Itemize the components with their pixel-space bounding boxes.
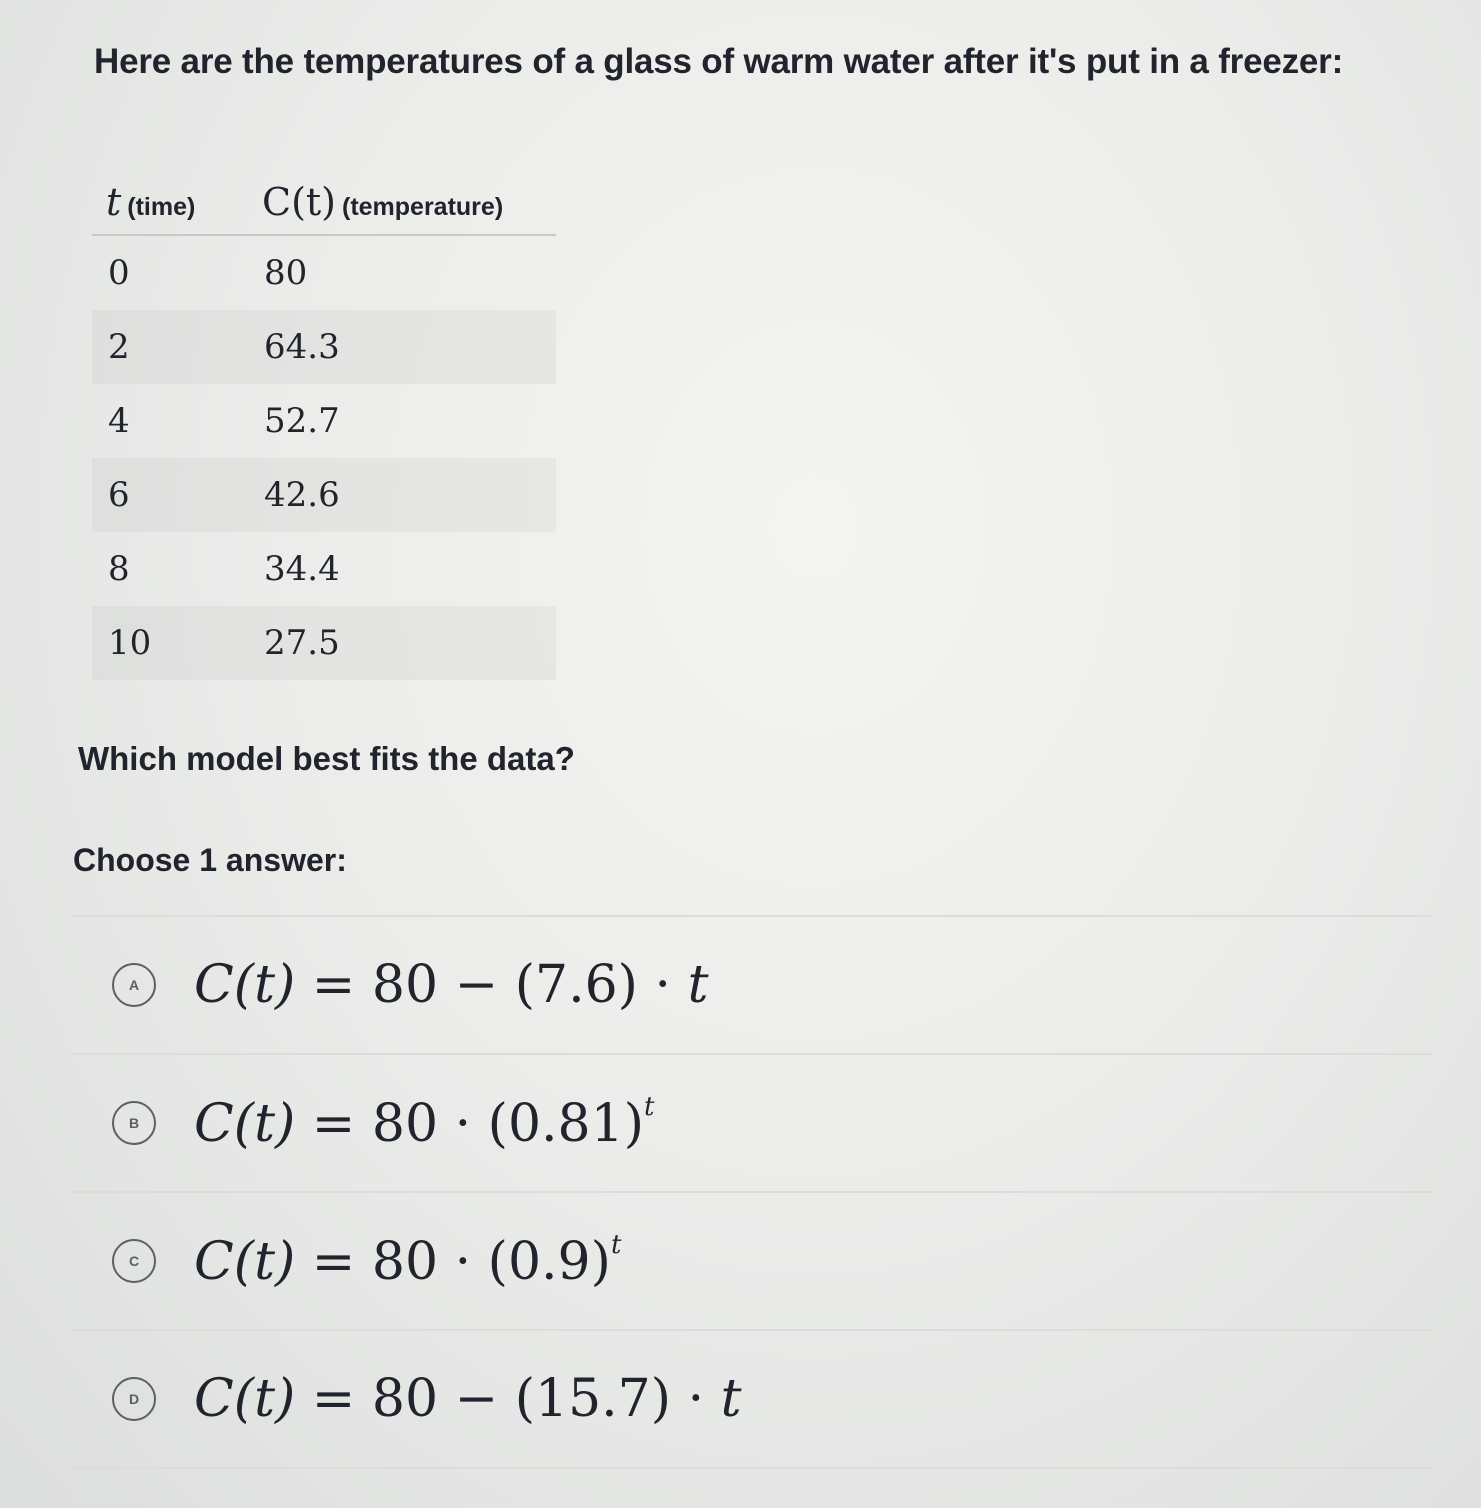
header-time-var: t xyxy=(106,180,122,224)
header-time xyxy=(92,168,248,235)
table-row xyxy=(92,606,556,680)
answer-option-b[interactable] xyxy=(72,1055,1432,1193)
cell-time: 0 xyxy=(108,253,130,293)
header-temperature xyxy=(248,168,556,235)
option-a-radio[interactable]: A xyxy=(112,963,156,1007)
cell-temperature: 34.4 xyxy=(264,549,340,589)
table-row xyxy=(92,235,556,310)
option-d-radio[interactable]: D xyxy=(112,1377,156,1421)
option-c-formula: $C(t) = 80 \cdot (0.9)^t$ xyxy=(194,1230,622,1292)
answer-option-c[interactable] xyxy=(72,1193,1432,1331)
option-b-formula: $C(t) = 80 \cdot (0.81)^t$ xyxy=(194,1092,655,1154)
table-row xyxy=(92,458,556,532)
cell-temperature: 42.6 xyxy=(248,458,556,532)
cell-time: 2 xyxy=(92,310,248,384)
cell-time: 6 xyxy=(92,458,248,532)
option-d-formula: C(t) = 80 − (15.7) · t xyxy=(194,1369,742,1429)
header-time-label: (time) xyxy=(127,193,196,221)
cell-time: 10 xyxy=(92,606,248,680)
cell-temperature: 52.7 xyxy=(264,401,340,441)
option-c-radio[interactable]: C xyxy=(112,1239,156,1283)
header-temperature-var: C(t) xyxy=(262,180,336,224)
question-prompt: Here are the temperatures of a glass of warm water after it's put in a freezer: xyxy=(94,42,1344,81)
cell-temperature: 64.3 xyxy=(248,310,556,384)
header-temperature-label: (temperature) xyxy=(342,193,504,221)
cell-time: 8 xyxy=(108,549,130,589)
table-row xyxy=(92,310,556,384)
cell-time: 4 xyxy=(108,401,130,441)
table-header-row xyxy=(92,168,556,235)
answer-option-d[interactable] xyxy=(72,1331,1432,1469)
cell-temperature: 80 xyxy=(264,253,308,293)
cell-temperature: 27.5 xyxy=(248,606,556,680)
answer-option-a[interactable] xyxy=(72,917,1432,1055)
temperature-table xyxy=(92,168,556,680)
table-row xyxy=(92,384,556,458)
option-a-formula: C(t) = 80 − (7.6) · t xyxy=(194,955,709,1015)
choose-answer-label: Choose 1 answer: xyxy=(73,842,347,878)
answer-options xyxy=(72,915,1432,1469)
option-b-radio[interactable]: B xyxy=(112,1101,156,1145)
question-text: Which model best fits the data? xyxy=(78,740,575,777)
table-row xyxy=(92,532,556,606)
